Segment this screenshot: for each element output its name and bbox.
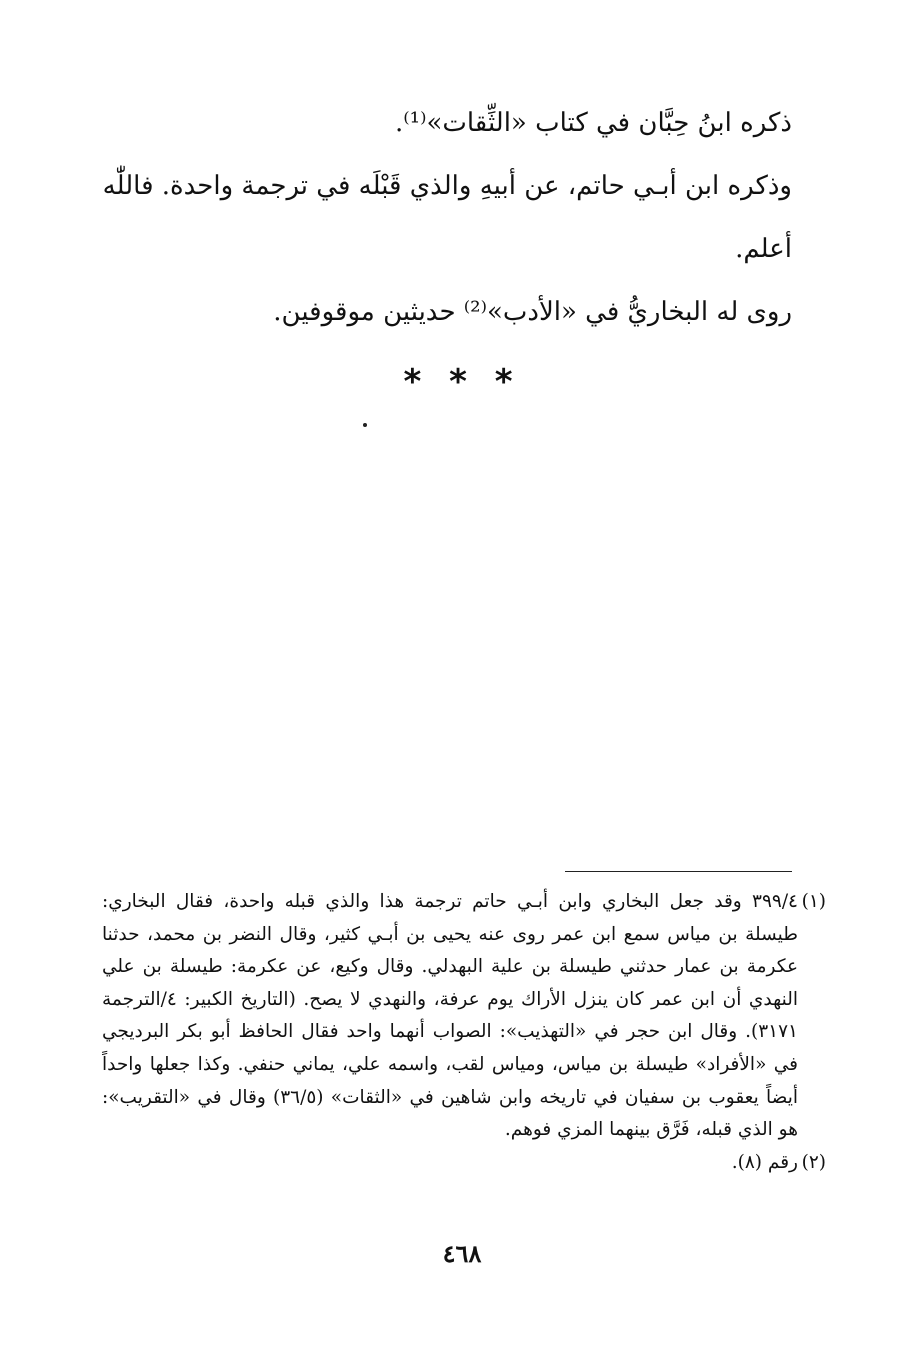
- main-text-body: [100, 92, 792, 344]
- footnote-text: ٣٩٩/٤ وقد جعل البخاري وابن أبـي حاتم ترجمة هذا والذي قبله واحدة، فقال البخاري: طيسلة بن مياس سمع ابن عمر روى عنه يحيى بن أبـي كثير، وقال النضر بن محمد، حدثنا عكرمة بن عمار حدثني طيسلة بن علية البهدلي. وقال وكيع، عن عكرمة: طيسلة بن علي النهدي أن ابن عمر كان ينزل الأراك يوم عرفة، والنهدي لا يصح. (التاريخ الكبير: ٤/الترجمة ٣١٧١). وقال ابن حجر في «التهذيب»: الصواب أنهما واحد فقال الحافظ أبو بكر البرديجي في «الأفراد» طيسلة بن مياس، ومياس لقب، واسمه علي، يماني حنفي. وكذا جعلها واحداً أيضاً يعقوب بن سفيان في تاريخه وابن شاهين في «الثقات» (٣٦/٥) وقال في «التقريب»: هو الذي قبله، فَرَّق بينهما المزي فوهم.: [102, 891, 798, 1141]
- footnote-number: (٢): [801, 1151, 826, 1173]
- footnote-1: [102, 886, 826, 1147]
- section-separator: * * *: [403, 362, 521, 402]
- paragraph-1: ذكره ابنُ حِبَّان في كتاب «الثِّقات»⁽¹⁾.: [395, 108, 792, 138]
- footnote-2: [102, 1147, 826, 1180]
- stray-dot-mark: [363, 423, 367, 427]
- footnotes-section: [102, 886, 826, 1179]
- page-number: ٤٦٨: [442, 1239, 482, 1268]
- paragraph-3: روى له البخاريُّ في «الأدب»⁽²⁾ حديثين موقوفين.: [273, 297, 792, 327]
- paragraph-2: وذكره ابن أبـي حاتم، عن أبيهِ والذي قَبْلَه في ترجمة واحدة. فاللّٰه أعلم.: [102, 171, 792, 264]
- footnote-divider: [565, 871, 792, 872]
- footnote-number: (١): [801, 891, 826, 912]
- footnote-text: رقم (٨).: [731, 1151, 798, 1173]
